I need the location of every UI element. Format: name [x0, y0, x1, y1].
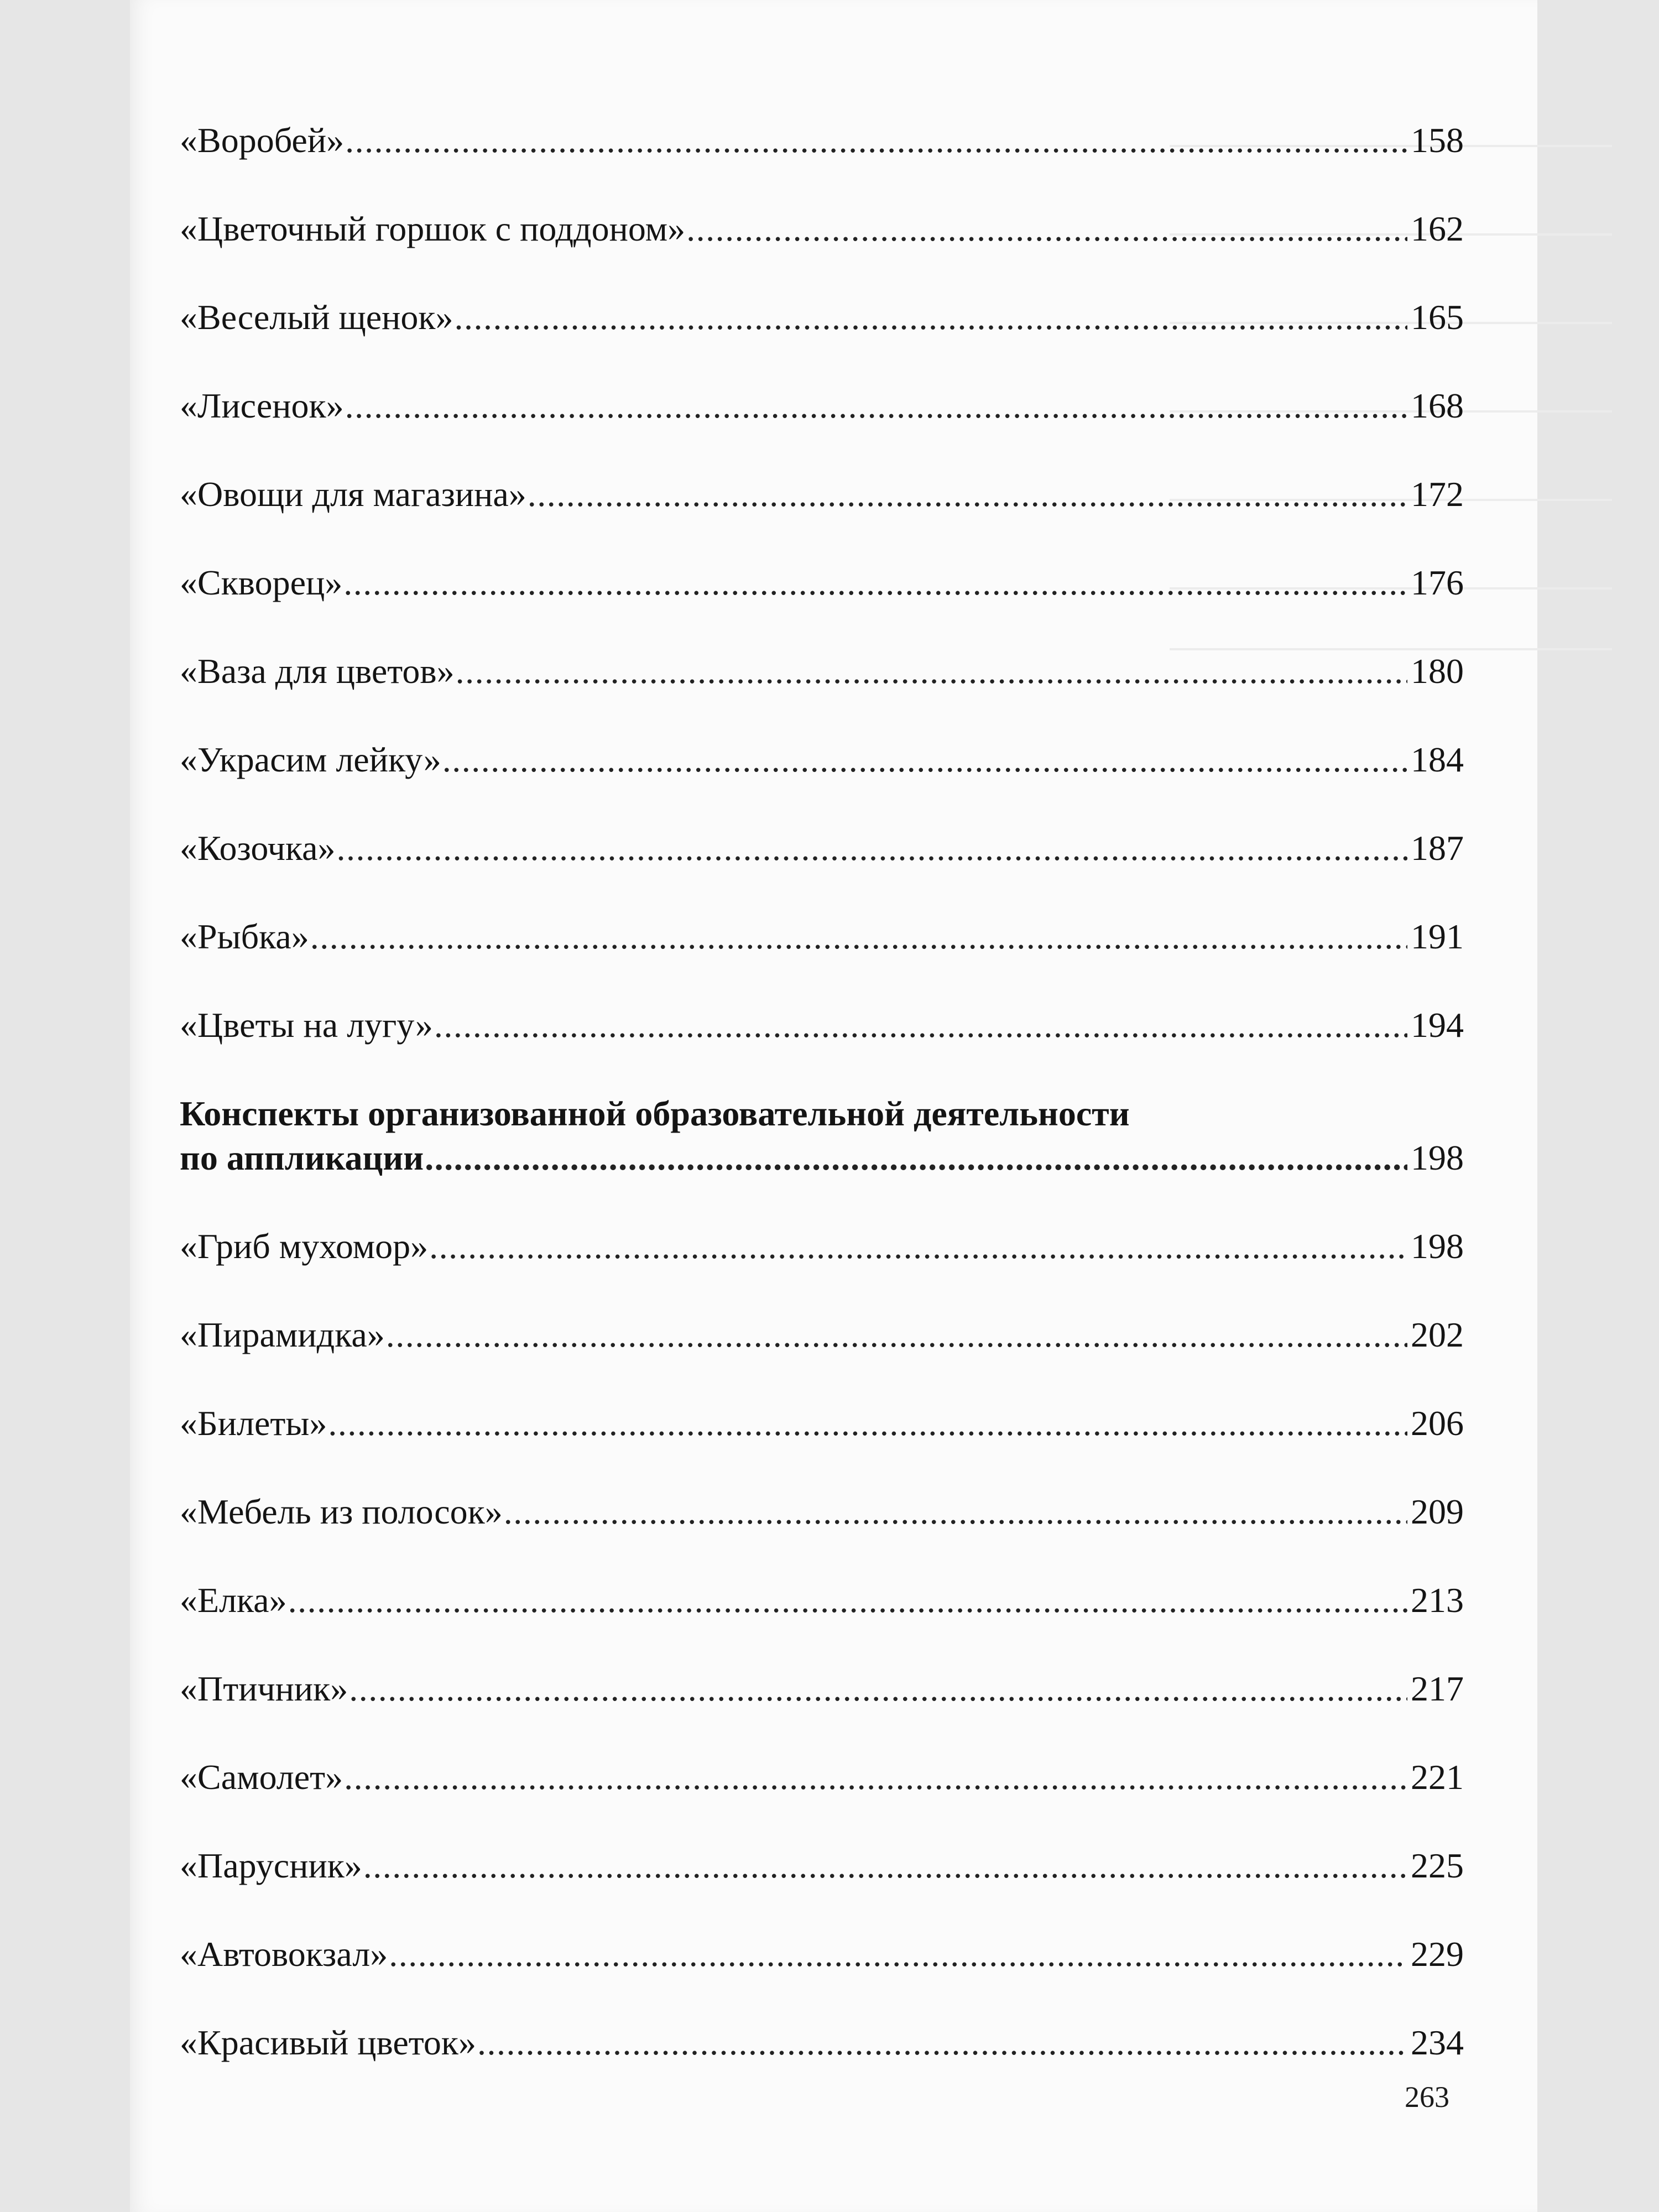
toc-entry-title: «Цветы на лугу»: [180, 1005, 433, 1045]
toc-entry-page: 158: [1411, 121, 1464, 160]
dot-leader: [429, 1229, 1407, 1264]
dot-leader: [345, 388, 1407, 424]
toc-entry[interactable]: [180, 211, 1464, 247]
toc-entry-title: «Парусник»: [180, 1846, 362, 1885]
toc-entry-page: 198: [1411, 1227, 1464, 1266]
section-heading-page: 198: [1411, 1138, 1464, 1177]
toc-entry-title: «Лисенок»: [180, 386, 344, 425]
dot-leader: [528, 477, 1407, 512]
dot-leader: [386, 1317, 1407, 1353]
toc-entry[interactable]: [180, 1406, 1464, 1441]
toc-entry-title: «Билеты»: [180, 1404, 327, 1443]
toc-entry[interactable]: [180, 742, 1464, 778]
toc-entry-page: 184: [1411, 740, 1464, 779]
toc-entry-page: 194: [1411, 1005, 1464, 1045]
toc-entry[interactable]: [180, 1757, 1464, 1797]
dot-leader: [363, 1848, 1407, 1884]
dot-leader: [389, 1937, 1407, 1972]
dot-leader: [477, 2025, 1407, 2060]
toc-entry-page: 165: [1411, 298, 1464, 337]
show-through-line: [1170, 648, 1612, 650]
dot-leader: [349, 1671, 1407, 1707]
toc-entry-page: 168: [1411, 386, 1464, 425]
toc-entry-page: 213: [1411, 1580, 1464, 1620]
dot-leader: [310, 919, 1407, 954]
toc-entry[interactable]: [180, 388, 1464, 424]
dot-leader: [328, 1406, 1407, 1441]
dot-leader: [425, 1140, 1407, 1176]
toc-entry[interactable]: [180, 565, 1464, 601]
toc-entry-title: «Козочка»: [180, 828, 336, 868]
toc-entry-title: «Украсим лейку»: [180, 740, 441, 779]
toc-entry[interactable]: [180, 1229, 1464, 1264]
toc-entry[interactable]: [180, 828, 1464, 868]
dot-leader: [345, 123, 1407, 158]
toc-entry-title: «Красивый цветок»: [180, 2023, 476, 2062]
toc-entry-page: 209: [1411, 1492, 1464, 1531]
toc-entry[interactable]: [180, 1934, 1464, 1974]
toc-entry[interactable]: [180, 1317, 1464, 1353]
toc-entry-title: «Птичник»: [180, 1669, 348, 1708]
toc-entry-title: «Цветочный горшок с поддоном»: [180, 209, 686, 248]
dot-leader: [336, 831, 1407, 866]
toc-entry-title: «Гриб мухомор»: [180, 1227, 429, 1266]
toc-entry[interactable]: [180, 651, 1464, 691]
toc-entry-page: 191: [1411, 917, 1464, 956]
toc-entry-page: 234: [1411, 2023, 1464, 2062]
dot-leader: [456, 654, 1407, 689]
toc-entry-title: «Автовокзал»: [180, 1934, 388, 1974]
toc-entry-title: «Елка»: [180, 1580, 287, 1620]
toc-entry-page: 187: [1411, 828, 1464, 868]
toc-entry[interactable]: [180, 1848, 1464, 1884]
section-heading-line1: Конспекты организованной образовательной деятельности: [180, 1094, 1130, 1133]
toc-entry-page: 180: [1411, 651, 1464, 691]
toc-entry-title: «Ваза для цветов»: [180, 651, 455, 691]
section-heading-entry: [180, 1140, 1464, 1176]
page-number: 263: [1405, 2080, 1449, 2114]
toc-entry[interactable]: [180, 2025, 1464, 2060]
toc-entry-page: 206: [1411, 1404, 1464, 1443]
toc-entry-page: 229: [1411, 1934, 1464, 1974]
dot-leader: [344, 1760, 1407, 1795]
toc-entry-title: «Веселый щенок»: [180, 298, 453, 337]
toc-entry[interactable]: [180, 1671, 1464, 1707]
toc-entry[interactable]: [180, 919, 1464, 954]
toc-entry-title: «Мебель из полосок»: [180, 1492, 503, 1531]
toc-entry[interactable]: [180, 300, 1464, 335]
dot-leader: [434, 1008, 1407, 1043]
toc-entry-title: «Скворец»: [180, 563, 343, 602]
toc-entry-page: 176: [1411, 563, 1464, 602]
toc-entry-title: «Рыбка»: [180, 917, 309, 956]
dot-leader: [442, 742, 1407, 778]
toc-entry[interactable]: [180, 1580, 1464, 1620]
toc-entry[interactable]: [180, 1005, 1464, 1045]
toc-entry-page: 172: [1411, 474, 1464, 514]
toc-entry-page: 162: [1411, 209, 1464, 248]
toc-entry-title: «Воробей»: [180, 121, 345, 160]
toc-entry-title: «Пирамидка»: [180, 1315, 385, 1354]
toc-entry-page: 217: [1411, 1669, 1464, 1708]
toc-entry-title: «Овощи для магазина»: [180, 474, 526, 514]
toc-entry[interactable]: [180, 474, 1464, 514]
toc-entry-page: 225: [1411, 1846, 1464, 1885]
section-heading-line2: по аппликации: [180, 1138, 424, 1177]
toc-entry-page: 221: [1411, 1757, 1464, 1797]
dot-leader: [504, 1494, 1407, 1530]
dot-leader: [288, 1583, 1407, 1618]
toc-entry-page: 202: [1411, 1315, 1464, 1354]
dot-leader: [455, 300, 1408, 335]
dot-leader: [686, 211, 1407, 247]
toc-entry-title: «Самолет»: [180, 1757, 343, 1797]
dot-leader: [343, 565, 1407, 601]
toc-entry[interactable]: [180, 123, 1464, 158]
toc-entry[interactable]: [180, 1494, 1464, 1530]
